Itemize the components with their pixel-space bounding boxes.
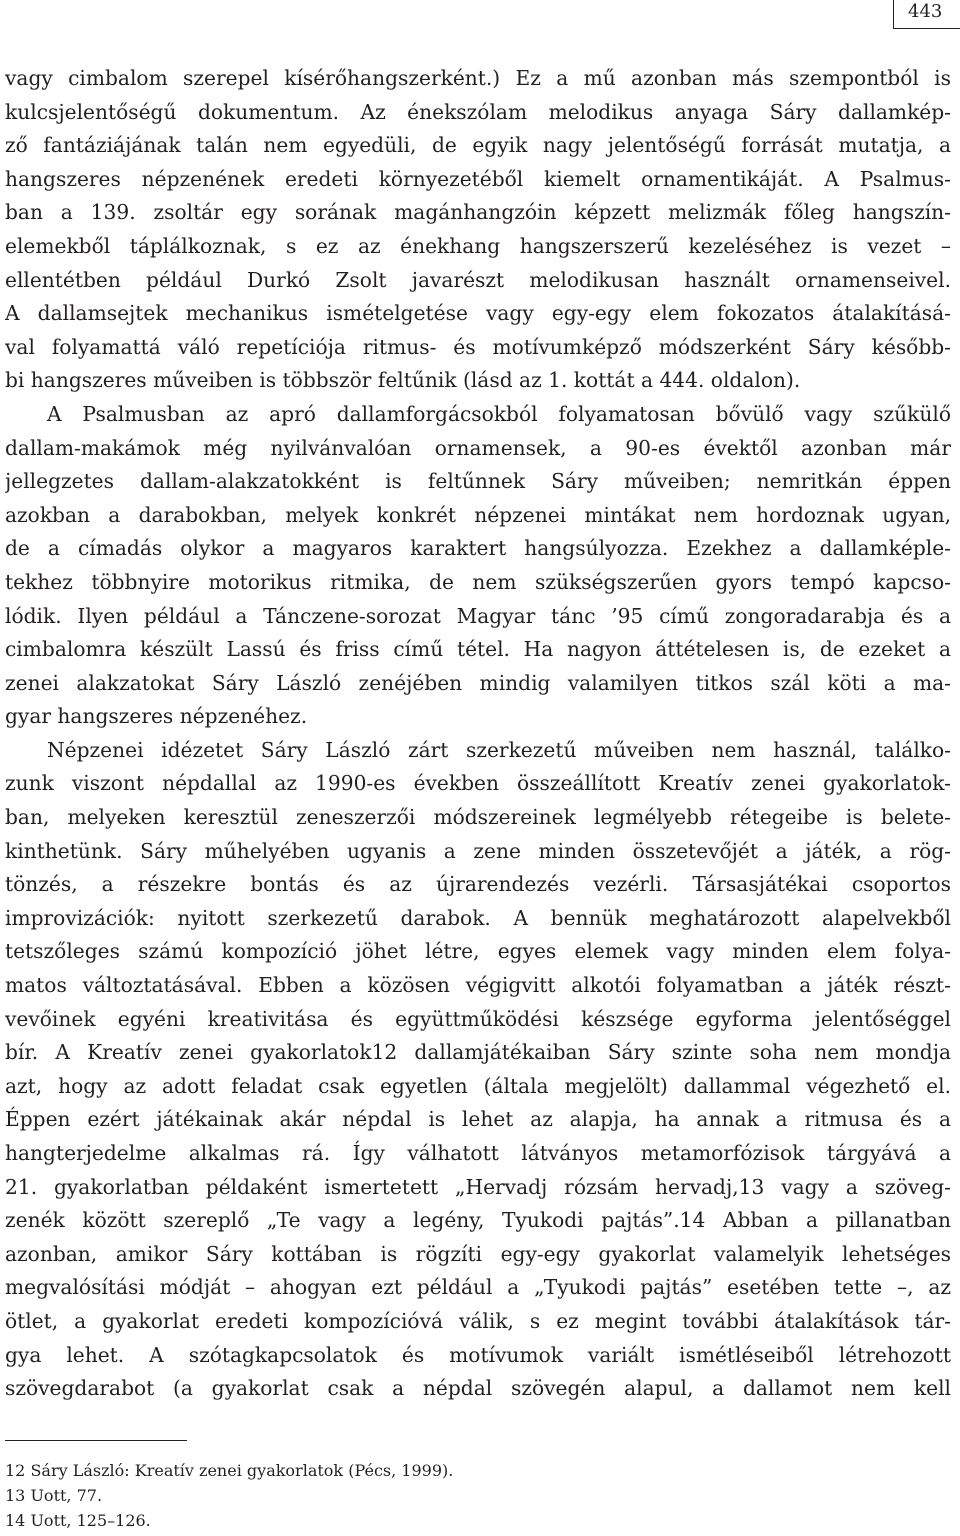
text-line: de a címadás olykor a magyaros karaktert hangsúlyozza. Ezekhez a dallamképle- bbox=[5, 536, 951, 561]
text-line: val folyamattá váló repetíciója ritmus- és motívumképző módszerként Sáry később- bbox=[5, 334, 951, 359]
text-line: bi hangszeres műveiben is többször feltűnik (lásd az 1. kottát a 444. oldalon). bbox=[5, 368, 801, 393]
text-line: A Psalmusban az apró dallamforgácsokból folyamatosan bővülő vagy szűkülő bbox=[47, 401, 951, 426]
text-line: zenék között szereplő „Te vagy a legény, Tyukodi pajtás”.14 Abban a pillanatban bbox=[5, 1208, 951, 1233]
footnote: 13 Uott, 77. bbox=[5, 1486, 103, 1505]
text-line: jellegzetes dallam-alakzatokként is feltűnnek Sáry műveiben; nemritkán éppen bbox=[5, 469, 951, 494]
footnotes bbox=[5, 1458, 605, 1533]
text-line: A dallamsejtek mechanikus ismételgetése vagy egy-egy elem fokozatos átalakításá- bbox=[5, 301, 951, 326]
text-line: ellentétben például Durkó Zsolt javarészt melodikusan használt ornamenseivel. bbox=[5, 267, 951, 292]
text-line: Népzenei idézetet Sáry László zárt szerkezetű műveiben nem használ, találko- bbox=[47, 737, 951, 762]
text-line: hangszeres népzenének eredeti környezetéből kiemelt ornamentikáját. A Psalmus- bbox=[5, 166, 951, 191]
text-line: zunk viszont népdallal az 1990-es években összeállított Kreatív zenei gyakorlatok- bbox=[5, 771, 951, 796]
text-line: lódik. Ilyen például a Tánczene-sorozat Magyar tánc ’95 című zongoradarabja és a bbox=[5, 603, 951, 628]
text-line: elemekből táplálkoznak, s ez az énekhang hangszerszerű kezeléséhez is vezet – bbox=[5, 233, 951, 258]
text-line: ötlet, a gyakorlat eredeti kompozícióvá válik, s ez megint további átalakítások tár- bbox=[5, 1308, 951, 1333]
body-text bbox=[5, 62, 951, 1406]
footnote-separator bbox=[5, 1440, 187, 1441]
text-line: improvizációk: nyitott szerkezetű darabok. A bennük meghatározott alapelvekből bbox=[5, 905, 951, 930]
text-line: gyar hangszeres népzenéhez. bbox=[5, 704, 308, 729]
text-line: megvalósítási módját – ahogyan ezt például a „Tyukodi pajtás” esetében tette –, az bbox=[5, 1275, 951, 1300]
footnote: 14 Uott, 125–126. bbox=[5, 1511, 151, 1530]
text-line: szövegdarabot (a gyakorlat csak a népdal szövegén alapul, a dallamot nem kell bbox=[5, 1376, 951, 1401]
text-line: matos változtatásával. Ebben a közösen végigvitt alkotói folyamatban a játék részt- bbox=[5, 973, 951, 998]
text-line: azonban, amikor Sáry kottában is rögzíti egy-egy gyakorlat valamelyik lehetséges bbox=[5, 1241, 951, 1266]
text-line: vagy cimbalom szerepel kísérőhangszerként.) Ez a mű azonban más szempontból is bbox=[5, 66, 951, 90]
text-line: tönzés, a részekre bontás és az újrarendezés vezérli. Társasjátékai csoportos bbox=[5, 872, 951, 897]
text-line: azokban a darabokban, melyek konkrét népzenei mintákat nem hordoznak ugyan, bbox=[5, 502, 951, 527]
text-line: bír. A Kreatív zenei gyakorlatok12 dallamjátékaiban Sáry szinte soha nem mondja bbox=[5, 1040, 951, 1065]
text-line: Éppen ezért játékainak akár népdal is lehet az alapja, ha annak a ritmusa és a bbox=[5, 1107, 951, 1132]
text-line: ban a 139. zsoltár egy sorának magánhangzóin képzett melizmák főleg hangszín- bbox=[5, 200, 951, 225]
header-rule-vertical bbox=[893, 0, 894, 28]
text-line: cimbalomra készült Lassú és friss című tétel. Ha nagyon áttételesen is, de ezeket a bbox=[5, 637, 951, 662]
text-line: tetszőleges számú kompozíció jöhet létre, egyes elemek vagy minden elem folya- bbox=[5, 939, 951, 964]
text-line: 21. gyakorlatban példaként ismertetett „Hervadj rózsám hervadj,13 vagy a szöveg- bbox=[5, 1174, 951, 1199]
text-line: hangterjedelme alkalmas rá. Így válhatott látványos metamorfózisok tárgyává a bbox=[5, 1141, 951, 1165]
text-line: kulcsjelentőségű dokumentum. Az énekszólam melodikus anyaga Sáry dallamkép- bbox=[5, 99, 951, 124]
text-line: kinthetünk. Sáry műhelyében ugyanis a zene minden összetevőjét a játék, a rög- bbox=[5, 838, 951, 863]
text-line: vevőinek egyéni kreativitása és együttműködési készsége egyforma jelentőséggel bbox=[5, 1006, 951, 1031]
text-line: ző fantáziájának talán nem egyedüli, de egyik nagy jelentőségű forrását mutatja, a bbox=[5, 133, 951, 158]
footnote: 12 Sáry László: Kreatív zenei gyakorlatok (Pécs, 1999). bbox=[5, 1461, 454, 1480]
text-line: dallam-makámok még nyilvánvalóan ornamensek, a 90-es évektől azonban már bbox=[5, 435, 951, 460]
header-rule-horizontal bbox=[893, 28, 960, 29]
text-line: gya lehet. A szótagkapcsolatok és motívumok variált ismétléseiből létrehozott bbox=[5, 1342, 951, 1367]
page-number: 443 bbox=[908, 1, 943, 22]
text-line: zenei alakzatokat Sáry László zenéjében mindig valamilyen titkos szál köti a ma- bbox=[5, 670, 951, 695]
text-line: azt, hogy az adott feladat csak egyetlen (általa megjelölt) dallammal végezhető el. bbox=[5, 1073, 951, 1098]
text-line: ban, melyeken keresztül zeneszerzői módszereinek legmélyebb rétegeibe is belete- bbox=[5, 805, 951, 830]
text-line: tekhez többnyire motorikus ritmika, de nem szükségszerűen gyors tempó kapcso- bbox=[5, 569, 951, 594]
